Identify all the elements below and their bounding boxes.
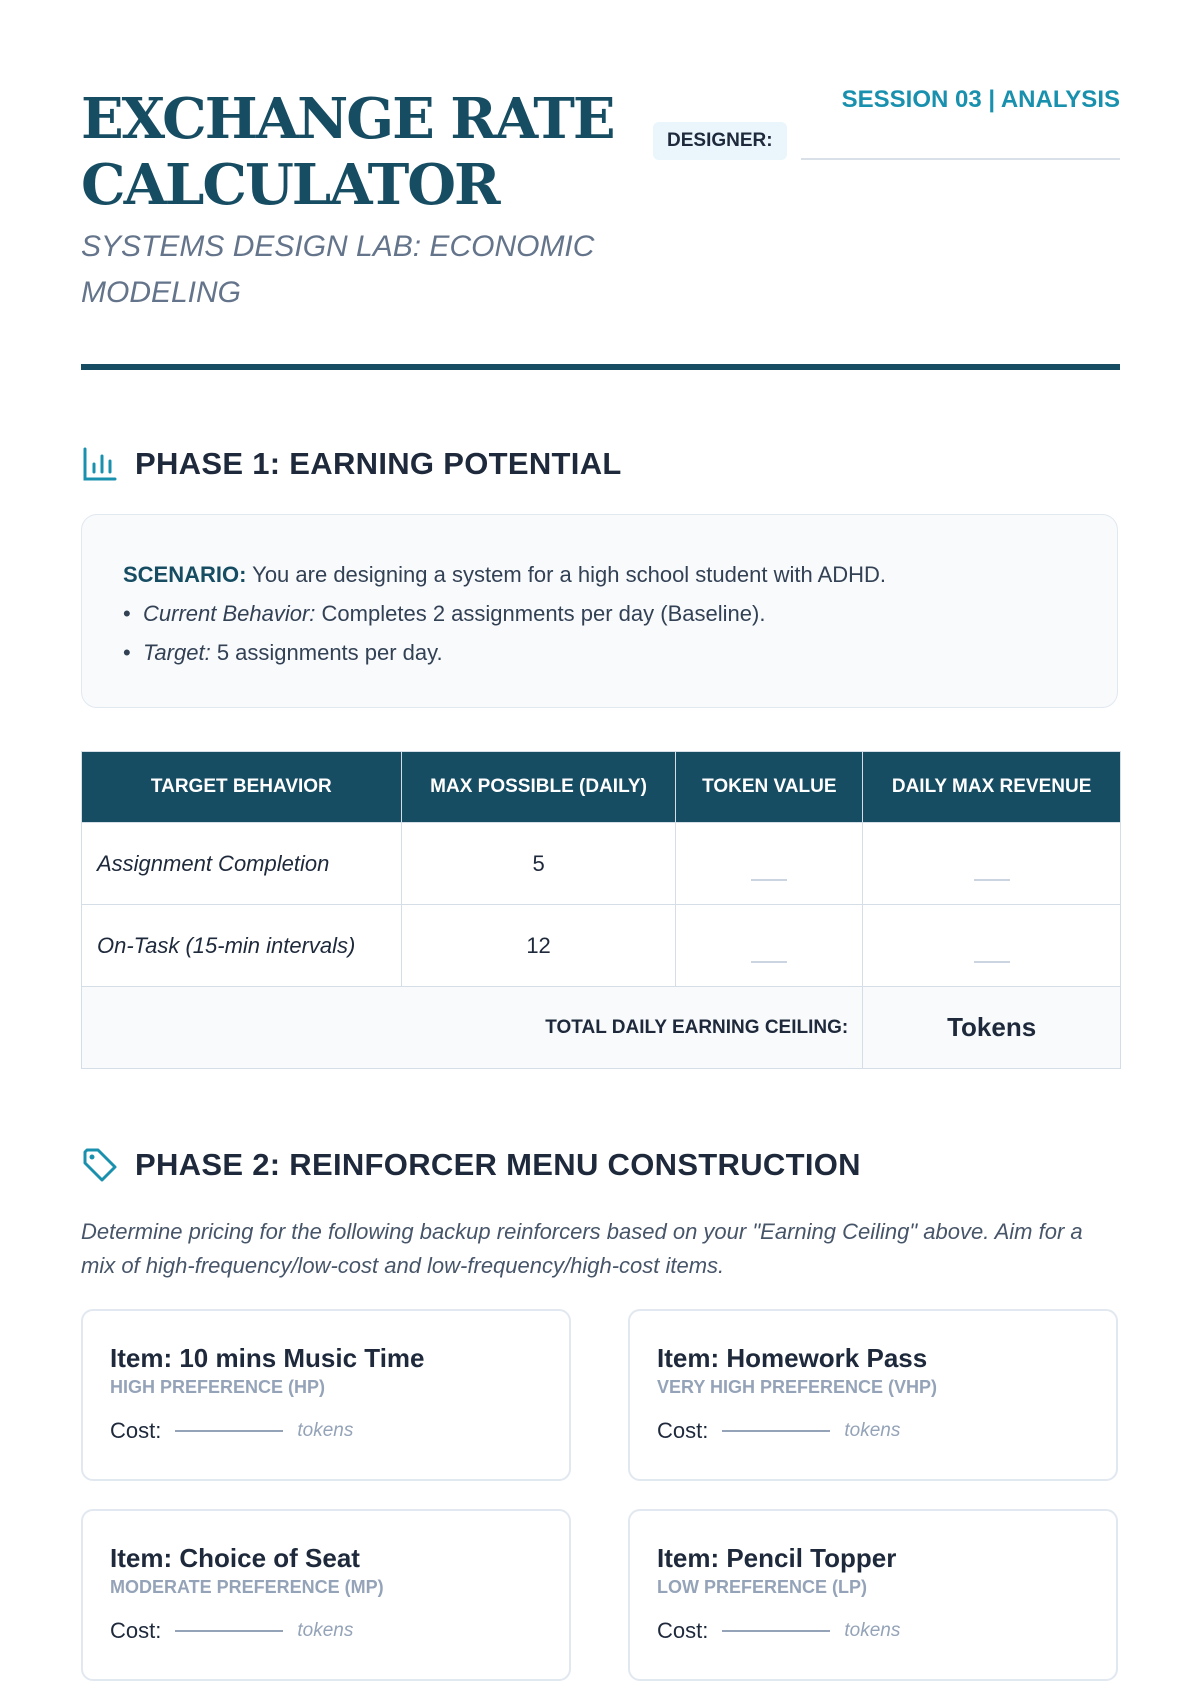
scenario-box <box>81 514 1118 708</box>
item-title: Item: 10 mins Music Time <box>110 1343 425 1373</box>
cost-input[interactable] <box>722 1430 830 1432</box>
item-preference: MODERATE PREFERENCE (MP) <box>110 1577 384 1597</box>
revenue-blank[interactable] <box>974 879 1010 881</box>
page-subtitle: SYSTEMS DESIGN LAB: ECONOMIC MODELING <box>81 230 595 309</box>
page-title: EXCHANGE RATE CALCULATOR <box>81 86 614 218</box>
token-value-cell[interactable] <box>676 823 863 905</box>
reinforcer-card <box>81 1509 571 1681</box>
table-header-row <box>82 752 1121 823</box>
total-label: TOTAL DAILY EARNING CEILING: <box>82 987 863 1069</box>
column-header: TOKEN VALUE <box>676 752 863 823</box>
phase1-title: PHASE 1: EARNING POTENTIAL <box>135 446 622 481</box>
cost-input[interactable] <box>175 1430 283 1432</box>
cost-row <box>110 1418 542 1444</box>
designer-label: DESIGNER: <box>653 122 787 160</box>
reinforcer-card <box>628 1509 1118 1681</box>
token-value-blank[interactable] <box>751 879 787 881</box>
cost-label: Cost: <box>110 1418 162 1443</box>
reinforcer-card <box>628 1309 1118 1481</box>
scenario-label: SCENARIO: <box>123 562 247 587</box>
price-tag-icon <box>81 1146 119 1184</box>
reinforcer-card <box>81 1309 571 1481</box>
scenario-bullet <box>123 594 1076 633</box>
max-possible-cell: 5 <box>401 823 676 905</box>
phase2-title: PHASE 2: REINFORCER MENU CONSTRUCTION <box>135 1147 861 1182</box>
designer-field[interactable] <box>801 158 1120 160</box>
cost-row <box>110 1618 542 1644</box>
scenario-line <box>123 555 1076 594</box>
item-preference: HIGH PREFERENCE (HP) <box>110 1377 326 1397</box>
column-header: TARGET BEHAVIOR <box>82 752 402 823</box>
column-header: DAILY MAX REVENUE <box>863 752 1121 823</box>
total-row <box>82 987 1121 1069</box>
cost-input[interactable] <box>722 1630 830 1632</box>
cost-row <box>657 1418 1089 1444</box>
table-row <box>82 905 1121 987</box>
revenue-cell[interactable] <box>863 823 1121 905</box>
tokens-label: tokens <box>297 1620 354 1641</box>
phase2-instructions: Determine pricing for the following backup reinforcers based on your "Earning Ceiling" above. Aim for a mix of high-frequency/low-cost and low-frequency/high-cost items. <box>81 1219 1083 1278</box>
table-row <box>82 823 1121 905</box>
max-possible-cell: 12 <box>401 905 676 987</box>
cost-row <box>657 1618 1089 1644</box>
cost-label: Cost: <box>657 1418 709 1443</box>
session-label: SESSION 03 | ANALYSIS <box>841 86 1120 113</box>
bullet-text: Completes 2 assignments per day (Baseline). <box>321 601 766 626</box>
bullet-glyph: • <box>123 640 131 665</box>
behavior-cell: Assignment Completion <box>82 823 402 905</box>
token-value-cell[interactable] <box>676 905 863 987</box>
tokens-label: tokens <box>844 1620 901 1641</box>
phase2-heading <box>81 1146 861 1184</box>
bullet-label: Current Behavior: <box>143 601 316 626</box>
header-divider <box>81 364 1120 370</box>
column-header: MAX POSSIBLE (DAILY) <box>401 752 676 823</box>
bar-chart-icon <box>81 445 119 483</box>
revenue-blank[interactable] <box>974 961 1010 963</box>
tokens-label: tokens <box>297 1420 354 1441</box>
revenue-cell[interactable] <box>863 905 1121 987</box>
item-title: Item: Choice of Seat <box>110 1543 360 1573</box>
header <box>81 86 1120 326</box>
bullet-glyph: • <box>123 601 131 626</box>
bullet-text: 5 assignments per day. <box>216 640 443 665</box>
cost-label: Cost: <box>657 1618 709 1643</box>
phase1-heading <box>81 445 622 483</box>
item-title: Item: Homework Pass <box>657 1343 928 1373</box>
item-preference: VERY HIGH PREFERENCE (VHP) <box>657 1377 938 1397</box>
token-value-blank[interactable] <box>751 961 787 963</box>
total-tokens-cell[interactable]: Tokens <box>863 987 1121 1069</box>
scenario-text: You are designing a system for a high school student with ADHD. <box>252 562 887 587</box>
tokens-label: tokens <box>844 1420 901 1441</box>
item-title: Item: Pencil Topper <box>657 1543 897 1573</box>
item-preference: LOW PREFERENCE (LP) <box>657 1577 867 1597</box>
revenue-table <box>81 751 1121 1069</box>
behavior-cell: On-Task (15-min intervals) <box>82 905 402 987</box>
bullet-label: Target: <box>143 640 211 665</box>
cost-input[interactable] <box>175 1630 283 1632</box>
cost-label: Cost: <box>110 1618 162 1643</box>
scenario-bullet <box>123 633 1076 672</box>
